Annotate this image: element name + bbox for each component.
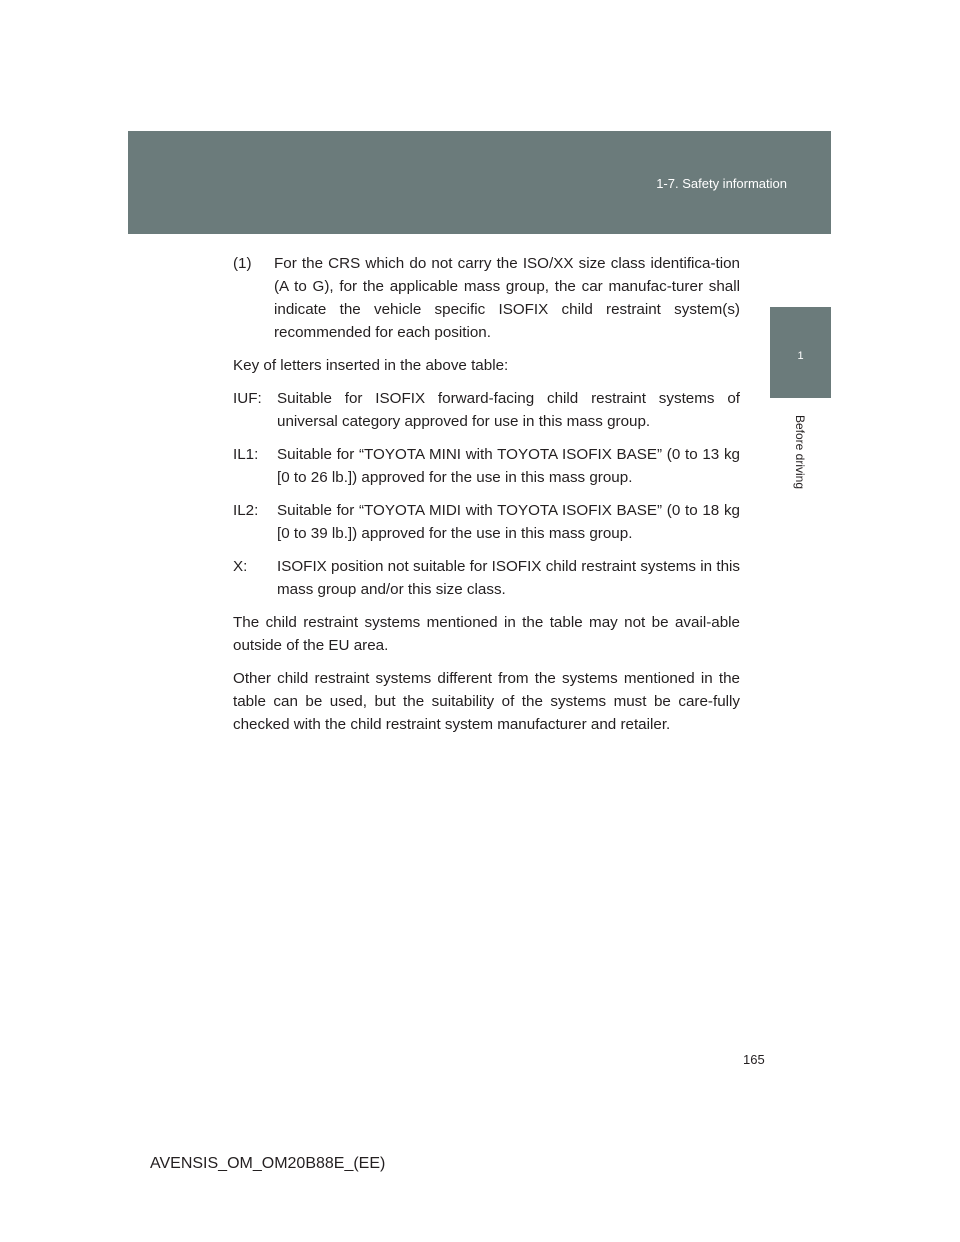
footnote-marker: (1)	[233, 255, 252, 272]
page-number: 165	[743, 1052, 765, 1067]
chapter-number: 1	[797, 350, 804, 362]
page-content	[233, 252, 740, 746]
other-systems-note: Other child restraint systems different from the systems mentioned in the table can be used, but the suitability of the systems must be care-fully checked with the child restraint system manufacturer and retailer.	[233, 670, 740, 733]
header-band	[128, 131, 831, 234]
key-description: Suitable for “TOYOTA MINI with TOYOTA ISOFIX BASE” (0 to 13 kg [0 to 26 lb.]) approved for the use in this mass group.	[277, 446, 740, 486]
key-code: IL2:	[233, 502, 259, 519]
key-description: Suitable for “TOYOTA MIDI with TOYOTA ISOFIX BASE” (0 to 18 kg [0 to 39 lb.]) approved for the use in this mass group.	[277, 502, 740, 542]
availability-note: The child restraint systems mentioned in the table may not be avail-able outside of the EU area.	[233, 614, 740, 654]
key-item-il2	[233, 499, 740, 545]
key-code: IUF:	[233, 390, 262, 407]
chapter-tab	[770, 307, 831, 398]
key-description: ISOFIX position not suitable for ISOFIX child restraint systems in this mass group and/or this size class.	[277, 558, 740, 598]
footnote	[233, 252, 740, 344]
key-item-il1	[233, 443, 740, 489]
chapter-label: Before driving	[793, 414, 807, 490]
key-description: Suitable for ISOFIX forward-facing child restraint systems of universal category approved for use in this mass group.	[277, 390, 740, 430]
footnote-text: For the CRS which do not carry the ISO/XX size class identifica-tion (A to G), for the applicable mass group, the car manufac-turer shall indicate the vehicle specific ISOFIX child restraint system(s) recommended for each position.	[274, 255, 740, 341]
key-item-x	[233, 555, 740, 601]
document-code: AVENSIS_OM_OM20B88E_(EE)	[150, 1155, 386, 1172]
key-code: IL1:	[233, 446, 259, 463]
key-code: X:	[233, 558, 248, 575]
section-title: 1-7. Safety information	[656, 176, 787, 191]
key-item-iuf	[233, 387, 740, 433]
key-intro: Key of letters inserted in the above table:	[233, 357, 509, 374]
